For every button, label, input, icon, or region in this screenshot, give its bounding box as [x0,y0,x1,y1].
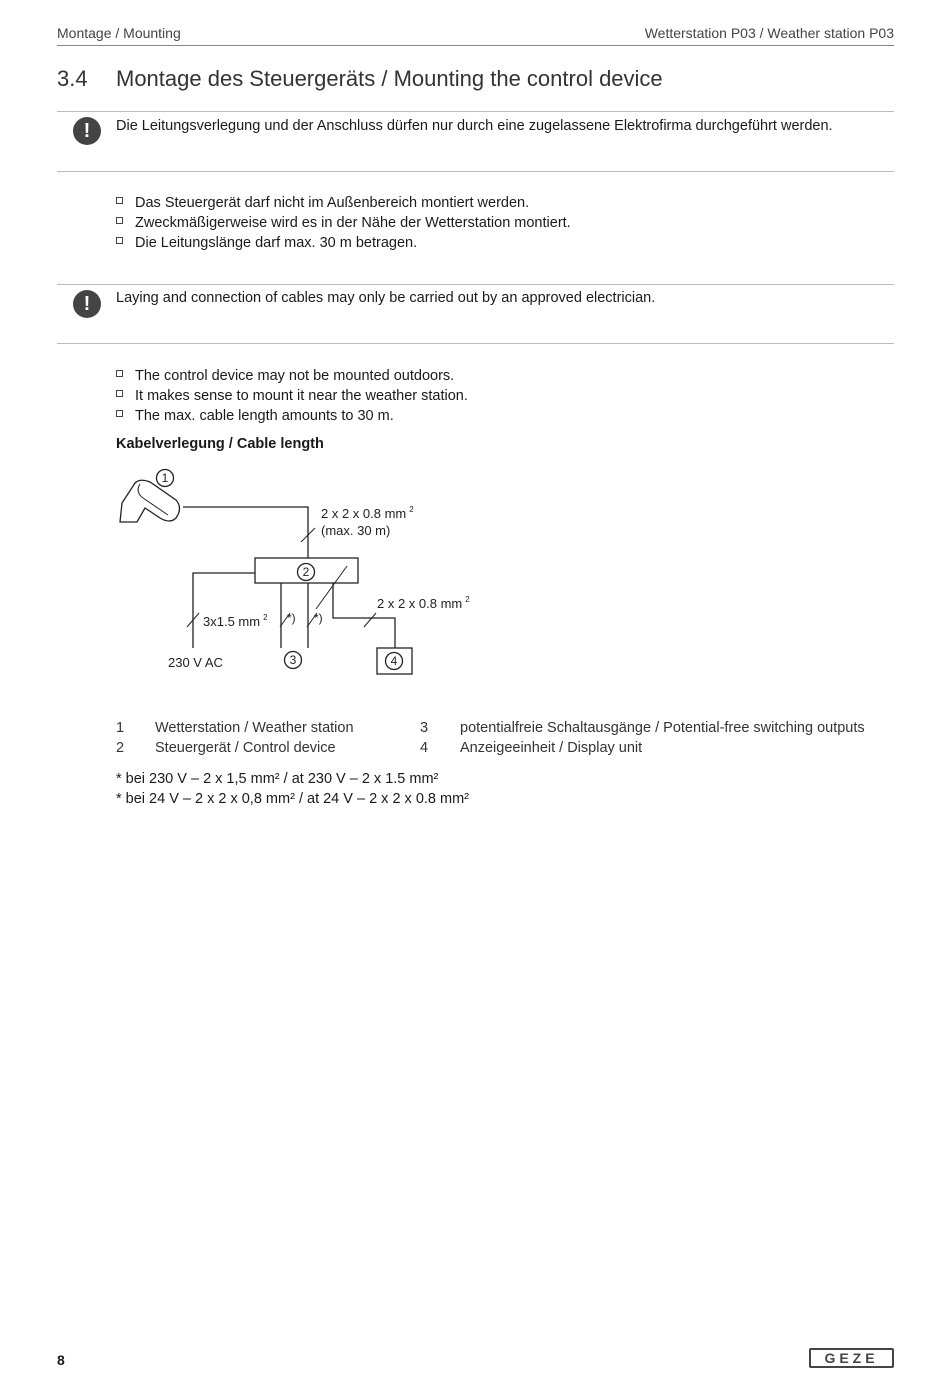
cable-station [183,507,308,558]
section-number: 3.4 [57,66,88,91]
list-item: The max. cable length amounts to 30 m. [116,406,468,426]
page-number: 8 [57,1352,65,1368]
footnote: * bei 24 V – 2 x 2 x 0,8 mm² / at 24 V – 2 x 2 x 0.8 mm² [116,791,469,807]
cable1-sup: 2 [409,505,414,514]
list-item: It makes sense to mount it near the weather station. [116,386,468,406]
label-1: 1 [161,471,169,485]
power-cable-label: 3x1.5 mm [203,614,261,629]
footnote-marker: *) [287,611,296,625]
warning-en: Laying and connection of cables may only be carried out by an approved electrician. [116,290,656,306]
warning-icon: ! [73,290,101,318]
subheading: Kabelverlegung / Cable length [116,436,324,452]
header-document: Wetterstation P03 / Weather station P03 [644,25,894,41]
display-cable-text [377,595,470,611]
warning-icon: ! [73,117,101,145]
list-item: The control device may not be mounted outdoors. [116,366,468,386]
legend-number: 4 [420,740,429,756]
power-cable-sup: 2 [263,613,268,622]
warning-de: Die Leitungsverlegung und der Anschluss dürfen nur durch eine zugelassene Elektrofirma durchgeführt werden. [116,118,833,134]
footnote: * bei 230 V – 2 x 1,5 mm² / at 230 V – 2 x 1.5 mm² [116,771,439,787]
label-2: 2 [302,565,310,579]
legend-number: 2 [116,740,125,756]
footnote-marker: *) [314,611,323,625]
section-title: Montage des Steuergeräts / Mounting the control device [116,66,663,91]
label-3: 3 [289,653,297,667]
legend-number: 3 [420,720,429,736]
display-cable-label: 2 x 2 x 0.8 mm [377,596,463,611]
legend-text: potentialfreie Schaltausgänge / Potential-free switching outputs [460,720,865,736]
list-item: Zweckmäßigerweise wird es in der Nähe der Wetterstation montiert. [116,213,571,233]
cable1-note: (max. 30 m) [321,523,391,538]
legend-text: Wetterstation / Weather station [155,720,354,736]
display-cable-sup: 2 [465,595,470,604]
power-label: 230 V AC [168,655,223,670]
list-item: Die Leitungslänge darf max. 30 m betragen. [116,233,571,253]
header-section: Montage / Mounting [57,25,181,41]
cable-display [333,583,395,648]
legend-number: 1 [116,720,125,736]
weather-station-icon [120,480,180,522]
cable-power [193,573,255,648]
power-cable-text [203,613,268,629]
list-item: Das Steuergerät darf nicht im Außenbereich montiert werden. [116,193,571,213]
label-4: 4 [390,654,398,668]
cable1-text [321,505,414,521]
legend-text: Steuergerät / Control device [155,740,336,756]
legend-text: Anzeigeeinheit / Display unit [460,740,643,756]
cable1-label: 2 x 2 x 0.8 mm [321,506,407,521]
geze-logo: GEZE [809,1348,894,1368]
